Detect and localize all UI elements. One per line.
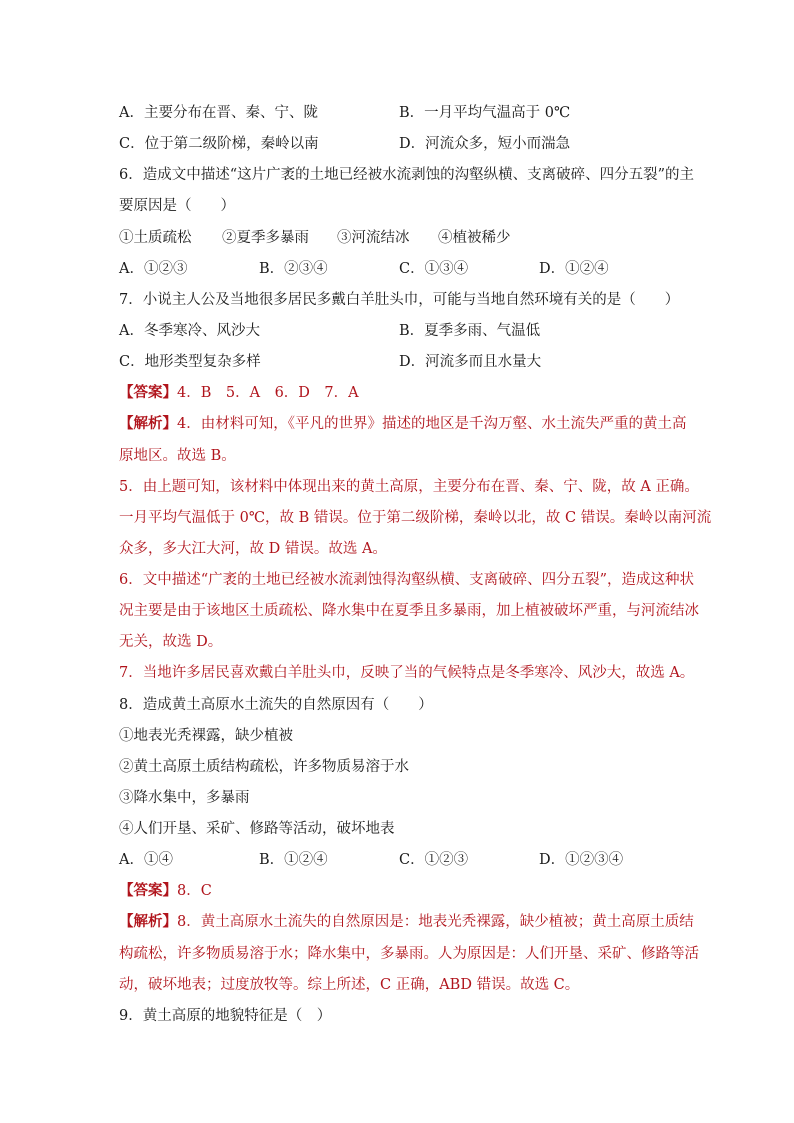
q6-option-c: C．①③④ xyxy=(399,261,469,277)
analysis-block-2-line1 xyxy=(119,912,694,932)
analysis-block-1-line1 xyxy=(119,414,686,434)
q8-item-4: ④人们开垦、采矿、修路等活动，破坏地表 xyxy=(119,821,395,837)
q6-item-1: ①土质疏松 xyxy=(119,230,192,246)
q6-item-3: ③河流结冰 xyxy=(337,230,410,246)
answer-tag: 【答案】 xyxy=(119,384,177,401)
q8-option-a: A．①④ xyxy=(119,852,173,868)
q7-option-c: C．地形类型复杂多样 xyxy=(119,354,261,370)
q8-option-c: C．①②③ xyxy=(399,852,469,868)
q8-item-1: ①地表光秃裸露，缺少植被 xyxy=(119,728,293,744)
analysis-2-line3: 动，破坏地表；过度放牧等。综上所述，C 正确，ABD 错误。故选 C。 xyxy=(119,977,580,993)
answer-text: 4．B 5．A 6．D 7．A xyxy=(177,385,359,401)
analysis-tag: 【解析】 xyxy=(119,913,177,930)
analysis-1-line4: 一月平均气温低于 0℃，故 B 错误。位于第二级阶梯，秦岭以北，故 C 错误。秦岭以南河流 xyxy=(119,510,712,526)
q6-item-2: ②夏季多暴雨 xyxy=(222,230,309,246)
q8-item-3: ③降水集中，多暴雨 xyxy=(119,790,250,806)
q6-option-b: B．②③④ xyxy=(259,261,328,277)
analysis-1-line5: 众多，多大江大河，故 D 错误。故选 A。 xyxy=(119,541,387,557)
q6-stem-line1: 6．造成文中描述“这片广袤的土地已经被水流剥蚀的沟壑纵横、支离破碎、四分五裂”的主 xyxy=(119,167,695,183)
q5-option-a: A．主要分布在晋、秦、宁、陇 xyxy=(119,105,318,121)
answer-tag: 【答案】 xyxy=(119,882,177,899)
q6-option-d: D．①②④ xyxy=(539,261,609,277)
q7-option-b: B．夏季多雨、气温低 xyxy=(399,323,541,339)
q6-option-a: A．①②③ xyxy=(119,261,188,277)
q9-stem: 9．黄土高原的地貌特征是（ ） xyxy=(119,1008,332,1024)
q8-item-2: ②黄土高原土质结构疏松，许多物质易溶于水 xyxy=(119,759,409,775)
analysis-1-line2: 原地区。故选 B。 xyxy=(119,448,236,464)
q8-option-b: B．①②④ xyxy=(259,852,328,868)
q6-item-4: ④植被稀少 xyxy=(438,230,511,246)
q5-option-d: D．河流众多，短小而湍急 xyxy=(399,136,571,152)
q5-option-b: B．一月平均气温高于 0℃ xyxy=(399,105,571,121)
analysis-text: 4．由材料可知，《平凡的世界》描述的地区是千沟万壑、水土流失严重的黄土高 xyxy=(177,416,687,432)
q7-option-d: D．河流多而且水量大 xyxy=(399,354,542,370)
q7-option-a: A．冬季寒冷、风沙大 xyxy=(119,323,260,339)
answer-block-1 xyxy=(119,383,359,403)
analysis-1-line6: 6．文中描述“广袤的土地已经被水流剥蚀得沟壑纵横、支离破碎、四分五裂”，造成这种状 xyxy=(119,572,695,588)
analysis-1-line7: 况主要是由于该地区土质疏松、降水集中在夏季且多暴雨，加上植被破坏严重，与河流结冰 xyxy=(119,603,699,619)
analysis-text: 8．黄土高原水土流失的自然原因是：地表光秃裸露，缺少植被；黄土高原土质结 xyxy=(177,914,694,930)
q8-stem: 8．造成黄土高原水土流失的自然原因有（ ） xyxy=(119,697,433,713)
analysis-1-line3: 5．由上题可知，该材料中体现出来的黄土高原，主要分布在晋、秦、宁、陇，故 A 正确。 xyxy=(119,479,699,495)
q8-option-d: D．①②③④ xyxy=(539,852,624,868)
answer-block-2 xyxy=(119,881,212,901)
q6-stem-line2: 要原因是（ ） xyxy=(119,198,235,214)
analysis-tag: 【解析】 xyxy=(119,415,177,432)
analysis-1-line9: 7．当地许多居民喜欢戴白羊肚头巾，反映了当的气候特点是冬季寒冷、风沙大，故选 A。 xyxy=(119,665,695,681)
q7-stem: 7．小说主人公及当地很多居民多戴白羊肚头巾，可能与当地自然环境有关的是（ ） xyxy=(119,292,680,308)
answer-text: 8．C xyxy=(177,883,212,899)
q5-option-c: C．位于第二级阶梯，秦岭以南 xyxy=(119,136,319,152)
analysis-1-line8: 无关，故选 D。 xyxy=(119,634,223,650)
analysis-2-line2: 构疏松，许多物质易溶于水；降水集中，多暴雨。人为原因是：人们开垦、采矿、修路等活 xyxy=(119,946,699,962)
